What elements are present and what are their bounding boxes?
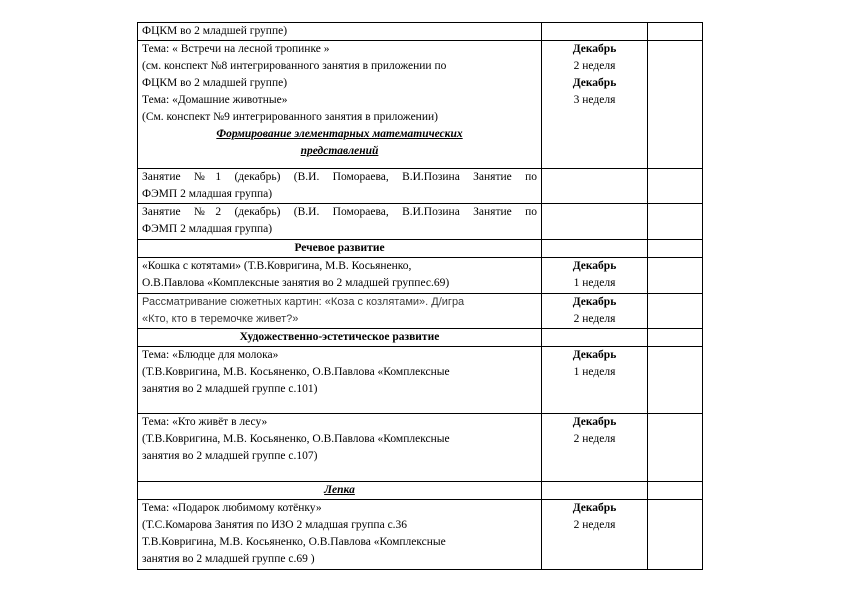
table-row: [138, 347, 703, 414]
date-cell: Декабрь 2 неделя: [542, 294, 648, 329]
note-cell: [648, 500, 703, 570]
section-title: Художественно-эстетическое развитие: [138, 329, 542, 347]
section-heading: Формирование элементарных математических: [216, 128, 463, 140]
table-row: [138, 169, 703, 204]
date-cell: [542, 204, 648, 240]
topic-cell: Занятие №1 (декабрь) (В.И. Помораева, В.И.Позина Занятие по ФЭМП 2 младшая группа): [138, 169, 542, 204]
table-row: [138, 294, 703, 329]
note-cell: [648, 240, 703, 258]
date-cell: [542, 169, 648, 204]
table-row: [138, 500, 703, 570]
date-cell: Декабрь 2 неделя Декабрь 3 неделя: [542, 41, 648, 169]
note-cell: [648, 23, 703, 41]
date-cell: Декабрь 2 неделя: [542, 414, 648, 482]
date-cell: [542, 482, 648, 500]
topic-cell: Тема: «Кто живёт в лесу» (Т.В.Ковригина, М.В. Косьяненко, О.В.Павлова «Комплексные занятия во 2 младшей группе с.107): [138, 414, 542, 482]
note-cell: [648, 204, 703, 240]
note-cell: [648, 347, 703, 414]
date-cell: Декабрь 2 неделя: [542, 500, 648, 570]
section-title: Речевое развитие: [138, 240, 542, 258]
topic-cell: Тема: «Подарок любимому котёнку» (Т.С.Комарова Занятия по ИЗО 2 младшая группа с.36 Т.В.Ковригина, М.В. Косьяненко, О.В.Павлова «Комплексные занятия во 2 младшей группе с.69 ): [138, 500, 542, 570]
topic-cell: «Кошка с котятами» (Т.В.Ковригина, М.В. Косьяненко, О.В.Павлова «Комплексные занятия во 2 младшей группес.69): [138, 258, 542, 294]
table-row: [138, 329, 703, 347]
note-cell: [648, 41, 703, 169]
topic-cell: Тема: « Встречи на лесной тропинке » (см. конспект №8 интегрированного занятия в приложении по ФЦКМ во 2 младшей группе) Тема: «Домашние животные» (См. конспект №9 интегрированного занятия в приложении) Формирование элементарных математических представлений: [138, 41, 542, 169]
table-row: [138, 258, 703, 294]
note-cell: [648, 482, 703, 500]
table-row: [138, 204, 703, 240]
note-cell: [648, 329, 703, 347]
topic-cell: Тема: «Блюдце для молока» (Т.В.Ковригина, М.В. Косьяненко, О.В.Павлова «Комплексные занятия во 2 младшей группе с.101): [138, 347, 542, 414]
date-cell: [542, 329, 648, 347]
date-cell: [542, 240, 648, 258]
topic-cell: ФЦКМ во 2 младшей группе): [138, 23, 542, 41]
note-cell: [648, 258, 703, 294]
table-row: [138, 240, 703, 258]
topic-cell: Занятие №2 (декабрь) (В.И. Помораева, В.И.Позина Занятие по ФЭМП 2 младшая группа): [138, 204, 542, 240]
date-cell: Декабрь 1 неделя: [542, 258, 648, 294]
section-title: Лепка: [138, 482, 542, 500]
table-row: [138, 41, 703, 169]
note-cell: [648, 169, 703, 204]
section-heading: представлений: [300, 145, 379, 157]
date-cell: [542, 23, 648, 41]
topic-cell: Рассматривание сюжетных картин: «Коза с козлятами». Д/игра «Кто, кто в теремочке живет?»: [138, 294, 542, 329]
note-cell: [648, 414, 703, 482]
table-row: [138, 23, 703, 41]
note-cell: [648, 294, 703, 329]
plan-table: [137, 22, 703, 570]
date-cell: Декабрь 1 неделя: [542, 347, 648, 414]
table-row: [138, 414, 703, 482]
table-row: [138, 482, 703, 500]
